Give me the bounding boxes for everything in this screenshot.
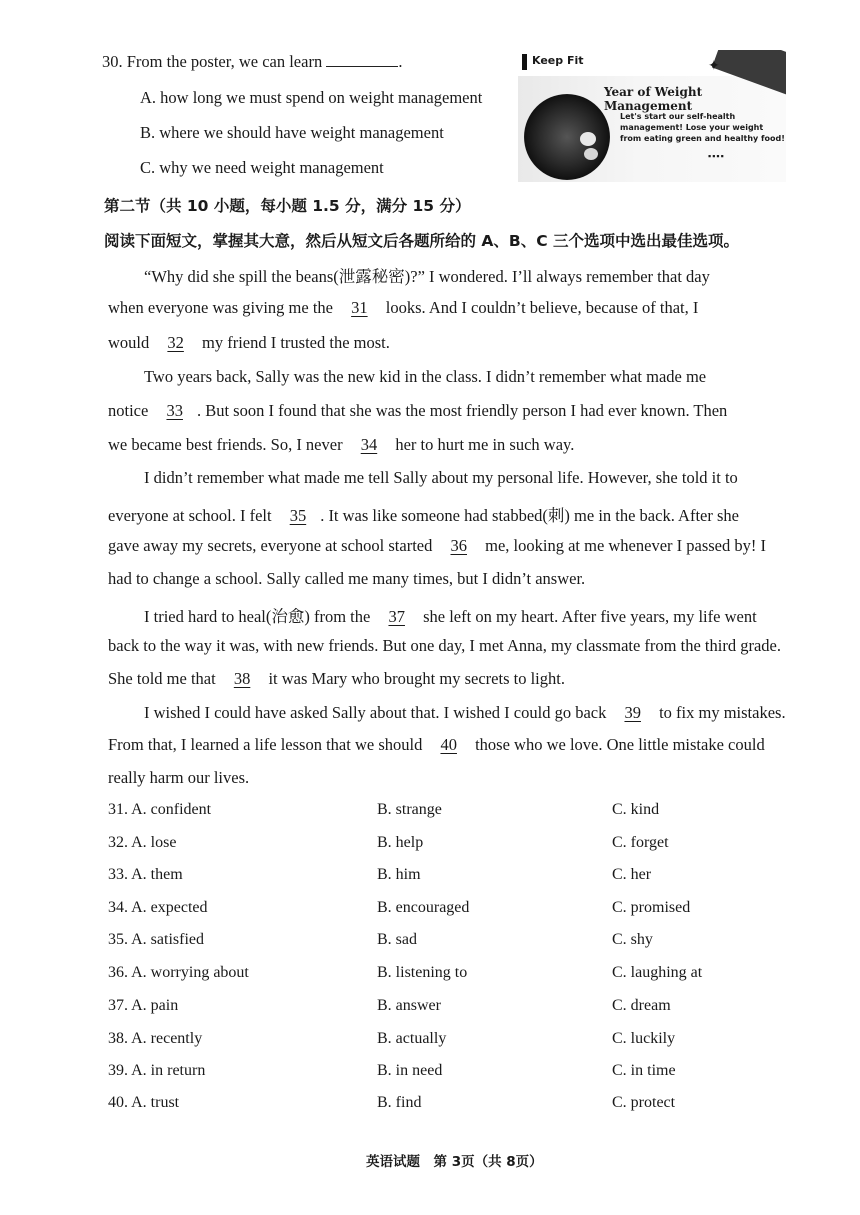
option-31-a: 31. A. confident <box>108 801 212 818</box>
passage-line <box>108 735 765 755</box>
q30-stem-end: . <box>398 52 403 71</box>
q30-option-a: A. how long we must spend on weight management <box>140 88 483 107</box>
passage-text: notice <box>108 401 149 420</box>
option-35-b: B. sad <box>377 931 417 948</box>
option-36-a: 36. A. worrying about <box>108 964 249 981</box>
egg-image <box>580 132 596 146</box>
passage-text: . But soon I found that she was the most friendly person I had ever known. Then <box>196 401 728 420</box>
option-36-c: C. laughing at <box>612 964 703 981</box>
passage-line <box>144 703 786 723</box>
option-37-a: 37. A. pain <box>108 997 179 1014</box>
passage-text: those who we love. One little mistake could <box>475 735 765 754</box>
q30-stem-text: 30. From the poster, we can learn <box>102 52 323 71</box>
q30-blank <box>326 52 398 67</box>
option-32-b: B. help <box>377 834 424 851</box>
passage-line: I didn’t remember what made me tell Sally about my personal life. However, she told it to <box>144 468 738 487</box>
passage-line: Two years back, Sally was the new kid in the class. I didn’t remember what made me <box>144 367 707 386</box>
option-38-c: C. luckily <box>612 1030 676 1047</box>
passage-line: really harm our lives. <box>108 768 250 787</box>
section-heading: 第二节（共 10 小题，每小题 1.5 分，满分 15 分） <box>104 197 471 215</box>
blank-31: 31 <box>351 298 368 317</box>
option-39-c: C. in time <box>612 1062 676 1079</box>
blank-40: 40 <box>440 735 457 754</box>
option-37-b: B. answer <box>377 997 441 1014</box>
passage-line <box>108 502 739 526</box>
blank-36: 36 <box>450 536 467 555</box>
passage-text: she left on my heart. After five years, my life went <box>423 607 757 626</box>
keep-fit-poster <box>518 50 786 182</box>
option-31-c: C. kind <box>612 801 660 818</box>
passage-line: had to change a school. Sally called me many times, but I didn’t answer. <box>108 569 586 588</box>
option-37-c: C. dream <box>612 997 671 1014</box>
passage-text: her to hurt me in such way. <box>395 435 575 454</box>
passage-line <box>108 669 565 689</box>
option-38-a: 38. A. recently <box>108 1030 203 1047</box>
q30-option-c: C. why we need weight management <box>140 158 384 177</box>
page-footer: 英语试题 第 3页（共 8页） <box>366 1154 543 1170</box>
option-35-c: C. shy <box>612 931 653 948</box>
poster-tag-bar <box>522 54 527 70</box>
option-40-a: 40. A. trust <box>108 1094 180 1111</box>
passage-text: looks. And I couldn’t believe, because of that, I <box>385 298 699 317</box>
option-33-c: C. her <box>612 866 652 883</box>
passage-text: my friend I trusted the most. <box>202 333 390 352</box>
section-instruction: 阅读下面短文，掌握其大意，然后从短文后各题所给的 A、B、C 三个选项中选出最佳选项。 <box>104 232 739 250</box>
blank-39: 39 <box>624 703 641 722</box>
poster-description: Let's start our self-health management! Lose your weight from eating green and healthy food! <box>620 112 785 143</box>
passage-line <box>108 333 390 353</box>
option-34-b: B. encouraged <box>377 899 470 916</box>
passage-text: would <box>108 333 150 352</box>
poster-dots: ▪▪▪▪ <box>708 151 725 161</box>
q30-stem <box>102 52 402 72</box>
option-34-c: C. promised <box>612 899 691 916</box>
passage-line <box>144 603 757 627</box>
passage-text: it was Mary who brought my secrets to light. <box>268 669 565 688</box>
option-32-a: 32. A. lose <box>108 834 177 851</box>
blank-32: 32 <box>167 333 184 352</box>
passage-text: when everyone was giving me the <box>108 298 333 317</box>
passage-text: She told me that <box>108 669 216 688</box>
option-36-b: B. listening to <box>377 964 468 981</box>
option-39-b: B. in need <box>377 1062 443 1079</box>
passage-text: we became best friends. So, I never <box>108 435 343 454</box>
passage-line <box>108 536 766 556</box>
passage-text: gave away my secrets, everyone at school started <box>108 536 433 555</box>
passage-text: me, looking at me whenever I passed by! I <box>485 536 766 555</box>
passage-line <box>108 298 698 318</box>
passage-text: everyone at school. I felt <box>108 506 272 525</box>
sparkle-icon: ✦ <box>708 58 720 74</box>
passage-text: . It was like someone had stabbed(刺) me in the back. After she <box>320 506 739 525</box>
option-40-b: B. find <box>377 1094 422 1111</box>
passage-text: I tried hard to heal(治愈) from the <box>144 607 371 626</box>
option-39-a: 39. A. in return <box>108 1062 206 1079</box>
passage-text: I wished I could have asked Sally about that. I wished I could go back <box>144 703 607 722</box>
blank-33: 33 <box>166 401 183 420</box>
blank-34: 34 <box>360 435 378 454</box>
poster-tag: Keep Fit <box>532 54 584 67</box>
passage-text: From that, I learned a life lesson that we should <box>108 735 423 754</box>
blank-38: 38 <box>233 669 251 688</box>
passage-text: to fix my mistakes. <box>659 703 786 722</box>
poster-title: Year of Weight Management <box>604 85 703 113</box>
egg-image <box>584 148 598 160</box>
passage-line <box>108 435 574 455</box>
option-34-a: 34. A. expected <box>108 899 208 916</box>
passage-line <box>108 401 727 421</box>
food-bowl-image <box>524 94 610 180</box>
blank-35: 35 <box>289 506 307 525</box>
option-40-c: C. protect <box>612 1094 676 1111</box>
option-35-a: 35. A. satisfied <box>108 931 204 948</box>
option-33-a: 33. A. them <box>108 866 183 883</box>
option-31-b: B. strange <box>377 801 442 818</box>
option-38-b: B. actually <box>377 1030 447 1047</box>
passage-line: back to the way it was, with new friends. But one day, I met Anna, my classmate from the third grade. <box>108 636 781 655</box>
passage-line: “Why did she spill the beans(泄露秘密)?” I wondered. I’ll always remember that day <box>144 267 710 286</box>
option-33-b: B. him <box>377 866 421 883</box>
blank-37: 37 <box>388 607 405 626</box>
q30-option-b: B. where we should have weight management <box>140 123 444 142</box>
option-32-c: C. forget <box>612 834 669 851</box>
